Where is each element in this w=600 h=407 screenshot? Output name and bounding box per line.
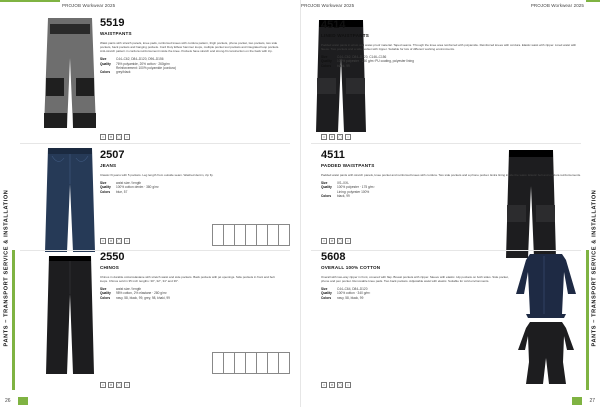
product-specs xyxy=(100,287,290,300)
size-grid-cell xyxy=(273,240,278,245)
size-grid-cell xyxy=(262,230,267,235)
product-name: CHINOS xyxy=(100,265,120,270)
size-grid-cell xyxy=(273,368,278,373)
spec-quality: 98% cotton, 2% elastane · 280 g/m² xyxy=(116,291,167,296)
size-grid-cell xyxy=(279,225,284,230)
size-grid-cell xyxy=(257,363,262,368)
size-grid-cell xyxy=(235,358,240,363)
product-description: Overall with two-way zipper in front, covered with flap. Breast pockets with zipper. Sleeve with elastic. Hip pockets on both sides. Side pocket, phone and pen pocket. Removable knee pads. Two back pockets. Adjustable waist with elastic. Suitable for cold environments. xyxy=(321,275,509,284)
size-grid-cell xyxy=(284,368,289,373)
product-image-2550 xyxy=(40,256,100,381)
spec-label: Colors xyxy=(321,295,332,300)
product-code: 4511 xyxy=(321,149,345,161)
iron-icon: ▢ xyxy=(338,383,342,387)
page-number: 27 xyxy=(589,398,595,404)
size-grid-cell xyxy=(257,240,262,245)
product-code: 4514 xyxy=(321,19,346,31)
size-grid-cell xyxy=(235,230,240,235)
size-grid-cell xyxy=(229,353,234,358)
spec-colors: navy, 58, black, 99 xyxy=(337,295,364,300)
size-grid-cell xyxy=(251,225,256,230)
size-grid-2550 xyxy=(212,352,290,374)
size-grid-cell xyxy=(229,235,234,240)
size-grid-cell xyxy=(268,358,273,363)
size-grid-cell xyxy=(235,368,240,373)
spec-size: C44–C62, D84–D120, C146–C156 xyxy=(337,55,387,60)
size-grid-cell xyxy=(246,363,251,368)
size-grid-cell xyxy=(224,363,229,368)
wash-icon: ≈ xyxy=(321,134,327,140)
spec-label: Quality xyxy=(100,185,111,190)
no-bleach-icon: ✕ xyxy=(330,383,334,387)
product-specs xyxy=(100,181,290,194)
size-grid-cell xyxy=(235,363,240,368)
spec-label: Quality xyxy=(100,291,111,296)
spec-label: Size xyxy=(100,287,107,292)
no-bleach-icon: ✕ xyxy=(109,135,113,139)
header-accent-bar xyxy=(586,0,600,2)
spec-quality: 76% polyamide, 20% cotton · 260g/m² xyxy=(116,61,171,66)
size-grid-cell xyxy=(262,363,267,368)
size-grid-cell xyxy=(240,240,245,245)
wash-icon: ≈ xyxy=(321,382,327,388)
spec-label: Colors xyxy=(100,295,111,300)
size-grid-cell xyxy=(257,230,262,235)
size-grid-cell xyxy=(213,363,218,368)
spec-quality: 100% polyester · 250 g/m² PU coating, polyester lining xyxy=(337,59,414,64)
no-bleach-icon: ✕ xyxy=(109,383,113,387)
divider xyxy=(311,143,581,144)
care-icons xyxy=(100,238,130,244)
wash-icon: ≈ xyxy=(100,382,106,388)
spec-label: Colors xyxy=(321,63,332,68)
product-specs xyxy=(321,287,521,300)
product-image-5519 xyxy=(40,18,100,135)
care-icons xyxy=(321,238,351,244)
wash-icon: ≈ xyxy=(100,134,106,140)
size-grid-cell xyxy=(257,225,262,230)
size-grid-cell xyxy=(268,230,273,235)
spec-quality-2: Reinforcement: 100% polyamide (cordura) xyxy=(116,65,176,70)
size-grid-cell xyxy=(240,358,245,363)
size-grid-cell xyxy=(284,230,289,235)
size-grid-cell xyxy=(279,358,284,363)
product-image-5608 xyxy=(516,252,576,391)
spec-size: waist size / length xyxy=(116,287,142,292)
size-grid-cell xyxy=(218,235,223,240)
wash-icon: ≈ xyxy=(321,238,327,244)
size-grid-cell xyxy=(273,225,278,230)
header-title-right: PROJOB Workwear 2025 xyxy=(530,3,584,8)
size-grid-cell xyxy=(224,225,229,230)
section-label-left: PANTS – TRANSPORT SERVICE & INSTALLATION xyxy=(3,189,10,347)
iron-icon: ▢ xyxy=(117,135,121,139)
product-specs xyxy=(100,57,290,74)
spec-quality: 100% polyester · 175 g/m² xyxy=(337,185,375,190)
size-grid-cell xyxy=(251,240,256,245)
size-grid-cell xyxy=(218,368,223,373)
size-grid-cell xyxy=(235,225,240,230)
size-grid-cell xyxy=(268,235,273,240)
dry-clean-icon: ○ xyxy=(125,135,129,139)
spec-label: Colors xyxy=(321,193,332,198)
size-grid-cell xyxy=(224,240,229,245)
size-grid-cell xyxy=(268,363,273,368)
size-grid-cell xyxy=(251,363,256,368)
size-grid-cell xyxy=(251,358,256,363)
size-grid-cell xyxy=(279,353,284,358)
size-grid-cell xyxy=(246,353,251,358)
iron-icon: ▢ xyxy=(117,383,121,387)
size-grid-cell xyxy=(229,368,234,373)
size-grid-cell xyxy=(268,225,273,230)
size-grid-cell xyxy=(224,230,229,235)
spec-label: Size xyxy=(321,55,328,60)
spec-label: Colors xyxy=(100,70,111,75)
size-grid-cell xyxy=(213,353,218,358)
product-name: PADDED WAISTPANTS xyxy=(321,163,375,168)
page-accent xyxy=(18,397,28,405)
spec-label: Colors xyxy=(100,189,111,194)
size-grid-cell xyxy=(229,230,234,235)
header-title: PROJOB Workwear 2025 xyxy=(62,3,116,8)
size-grid-cell xyxy=(251,235,256,240)
size-grid-cell xyxy=(273,358,278,363)
size-grid-cell xyxy=(268,240,273,245)
size-grid-cell xyxy=(268,368,273,373)
spec-label: Size xyxy=(100,181,107,186)
size-grid-cell xyxy=(246,358,251,363)
dry-clean-icon: ○ xyxy=(346,135,350,139)
spec-colors: black, 99 xyxy=(337,193,350,198)
size-grid-cell xyxy=(262,240,267,245)
product-name: JEANS xyxy=(100,163,117,168)
size-grid-cell xyxy=(240,235,245,240)
header-title: PROJOB Workwear 2025 xyxy=(301,3,355,8)
size-grid-cell xyxy=(262,353,267,358)
product-description: Padded waist pants with stretch panels, knee pocket and reinforced knees with cordura. Two side pockets and a phone pocket. Extra lining inside the waist. Elastic belt and cordura reinforcements. xyxy=(321,173,581,177)
page-number: 26 xyxy=(5,398,11,404)
iron-icon: ▢ xyxy=(338,135,342,139)
size-grid-cell xyxy=(273,235,278,240)
spec-colors: navy, 58, black, 99, grey, 98, khaki, 99 xyxy=(116,295,170,300)
spec-label: Quality xyxy=(321,185,332,190)
no-bleach-icon: ✕ xyxy=(330,239,334,243)
size-grid-cell xyxy=(246,235,251,240)
product-code: 5608 xyxy=(321,251,346,263)
section-label-right: PANTS – TRANSPORT SERVICE & INSTALLATION xyxy=(591,189,598,347)
dry-clean-icon: ○ xyxy=(346,239,350,243)
product-4514 xyxy=(321,20,591,68)
size-grid-cell xyxy=(218,225,223,230)
size-grid-cell xyxy=(235,353,240,358)
divider xyxy=(20,143,290,144)
size-grid-cell xyxy=(251,353,256,358)
size-grid-cell xyxy=(262,358,267,363)
size-grid-cell xyxy=(257,368,262,373)
size-grid-cell xyxy=(218,363,223,368)
product-description: Waist pants with stretch panels, knee pads, reinforced knees with cordura pattern, thigh pockets, phone pocket, two pockets, two side pockets, back pockets and hanging pockets. Cord Duty Elbow hammer loops, multiple pocket tool pockets and integrated loop pockets. Anti-stretch pattern in cordura reinforcement inside the knee. Pockets have stretch and strong-fit construction on the back with zip. xyxy=(100,41,280,54)
page-accent xyxy=(572,397,582,405)
size-grid-cell xyxy=(262,235,267,240)
product-name: WAISTPANTS xyxy=(100,31,132,36)
spec-colors: grey/black xyxy=(116,70,131,75)
section-accent xyxy=(586,250,589,390)
size-grid-cell xyxy=(224,353,229,358)
size-grid-cell xyxy=(246,368,251,373)
size-grid-cell xyxy=(262,225,267,230)
size-grid-cell xyxy=(240,353,245,358)
dry-clean-icon: ○ xyxy=(125,239,129,243)
product-code: 2550 xyxy=(100,251,125,263)
spec-label: Size xyxy=(321,287,328,292)
size-grid-cell xyxy=(279,230,284,235)
size-grid-cell xyxy=(262,368,267,373)
size-grid-cell xyxy=(229,225,234,230)
product-5519 xyxy=(100,18,290,74)
spec-label: Quality xyxy=(100,61,111,66)
size-grid-cell xyxy=(257,358,262,363)
size-grid-cell xyxy=(213,230,218,235)
product-name: OVERALL 100% COTTON xyxy=(321,265,381,270)
product-name: LINED WAISTPANTS xyxy=(321,33,370,38)
size-grid-cell xyxy=(257,353,262,358)
size-grid-cell xyxy=(257,235,262,240)
size-grid-cell xyxy=(279,363,284,368)
care-icons xyxy=(321,382,351,388)
size-grid-cell xyxy=(284,225,289,230)
product-image-2507 xyxy=(40,148,100,259)
section-accent xyxy=(12,250,15,390)
iron-icon: ▢ xyxy=(338,239,342,243)
size-grid-cell xyxy=(251,368,256,373)
spec-colors: blue, 57 xyxy=(116,189,128,194)
size-grid-cell xyxy=(273,353,278,358)
size-grid-cell xyxy=(284,235,289,240)
product-2507 xyxy=(100,150,290,194)
product-specs xyxy=(321,55,591,68)
size-grid-cell xyxy=(229,358,234,363)
dry-clean-icon: ○ xyxy=(125,383,129,387)
size-grid-cell xyxy=(279,235,284,240)
size-grid-cell xyxy=(240,368,245,373)
spec-label: Quality xyxy=(321,59,332,64)
wash-icon: ≈ xyxy=(100,238,106,244)
product-description: Classic fit jeans with 5 pockets. Leg length from outside seam. Washed denim, zip fly. xyxy=(100,173,214,177)
size-grid-cell xyxy=(284,240,289,245)
care-icons xyxy=(321,134,351,140)
spec-label: Size xyxy=(100,57,107,62)
product-description: Padded waist pants in wind- and water-proof material. Taped seams. Through the knee area reinforced with polyamide. Reinforced knees with cordura. Elastic waist with zipper. Lined waist with fleece. Two pockets and a side pocket with zipper. Suitable for lots of different working environments. xyxy=(321,43,577,52)
header-accent-bar xyxy=(0,0,60,2)
spec-quality: 100% cotton · 340 g/m² xyxy=(337,291,371,296)
product-5608 xyxy=(321,252,521,300)
size-grid-cell xyxy=(213,235,218,240)
size-grid-cell xyxy=(218,358,223,363)
product-2550 xyxy=(100,252,290,300)
spec-quality-2: Lining: polyester 100% xyxy=(337,189,370,194)
size-grid-cell xyxy=(273,363,278,368)
product-4511 xyxy=(321,150,591,198)
size-grid-cell xyxy=(213,240,218,245)
size-grid-cell xyxy=(246,230,251,235)
size-grid-cell xyxy=(279,240,284,245)
spec-size: XS–XXL xyxy=(337,181,350,186)
size-grid-cell xyxy=(284,353,289,358)
size-grid-cell xyxy=(213,358,218,363)
size-grid-cell xyxy=(235,240,240,245)
size-grid-cell xyxy=(273,230,278,235)
spec-size: waist size / length xyxy=(116,181,142,186)
size-grid-cell xyxy=(246,225,251,230)
product-code: 5519 xyxy=(100,17,125,29)
product-code: 2507 xyxy=(100,149,125,161)
product-specs xyxy=(321,181,591,198)
size-grid-cell xyxy=(279,368,284,373)
size-grid-cell xyxy=(240,225,245,230)
size-grid-cell xyxy=(251,230,256,235)
spec-label: Size xyxy=(321,181,328,186)
no-bleach-icon: ✕ xyxy=(109,239,113,243)
size-grid-cell xyxy=(213,225,218,230)
spec-label: Quality xyxy=(321,291,332,296)
right-page xyxy=(300,0,600,407)
size-grid-2507 xyxy=(212,224,290,246)
no-bleach-icon: ✕ xyxy=(330,135,334,139)
size-grid-cell xyxy=(284,358,289,363)
size-grid-cell xyxy=(224,358,229,363)
care-icons xyxy=(100,382,130,388)
care-icons xyxy=(100,134,130,140)
spec-size: C44–C64, D84–D120 xyxy=(337,287,368,292)
spec-quality: 100% cotton denim · 380 g/m² xyxy=(116,185,159,190)
size-grid-cell xyxy=(268,353,273,358)
spec-size: C44–C62, D84–D120, D96–D156 xyxy=(116,57,164,62)
size-grid-cell xyxy=(284,363,289,368)
dry-clean-icon: ○ xyxy=(346,383,350,387)
size-grid-cell xyxy=(240,363,245,368)
size-grid-cell xyxy=(218,353,223,358)
size-grid-cell xyxy=(235,235,240,240)
size-grid-cell xyxy=(229,363,234,368)
product-description: Chinos in durable cotton/elastane with stretch waist and side pockets. Back pockets with jet openings. Side pockets in front and belt loops. Chinos sold in 35 inch lengths: 30", 32", 34" and 36". xyxy=(100,275,275,284)
size-grid-cell xyxy=(218,240,223,245)
size-grid-cell xyxy=(213,368,218,373)
size-grid-cell xyxy=(240,230,245,235)
size-grid-cell xyxy=(224,235,229,240)
divider xyxy=(20,250,290,251)
spec-colors: black, 99 xyxy=(337,63,350,68)
iron-icon: ▢ xyxy=(117,239,121,243)
divider xyxy=(311,250,581,251)
size-grid-cell xyxy=(218,230,223,235)
size-grid-cell xyxy=(246,240,251,245)
size-grid-cell xyxy=(224,368,229,373)
size-grid-cell xyxy=(229,240,234,245)
